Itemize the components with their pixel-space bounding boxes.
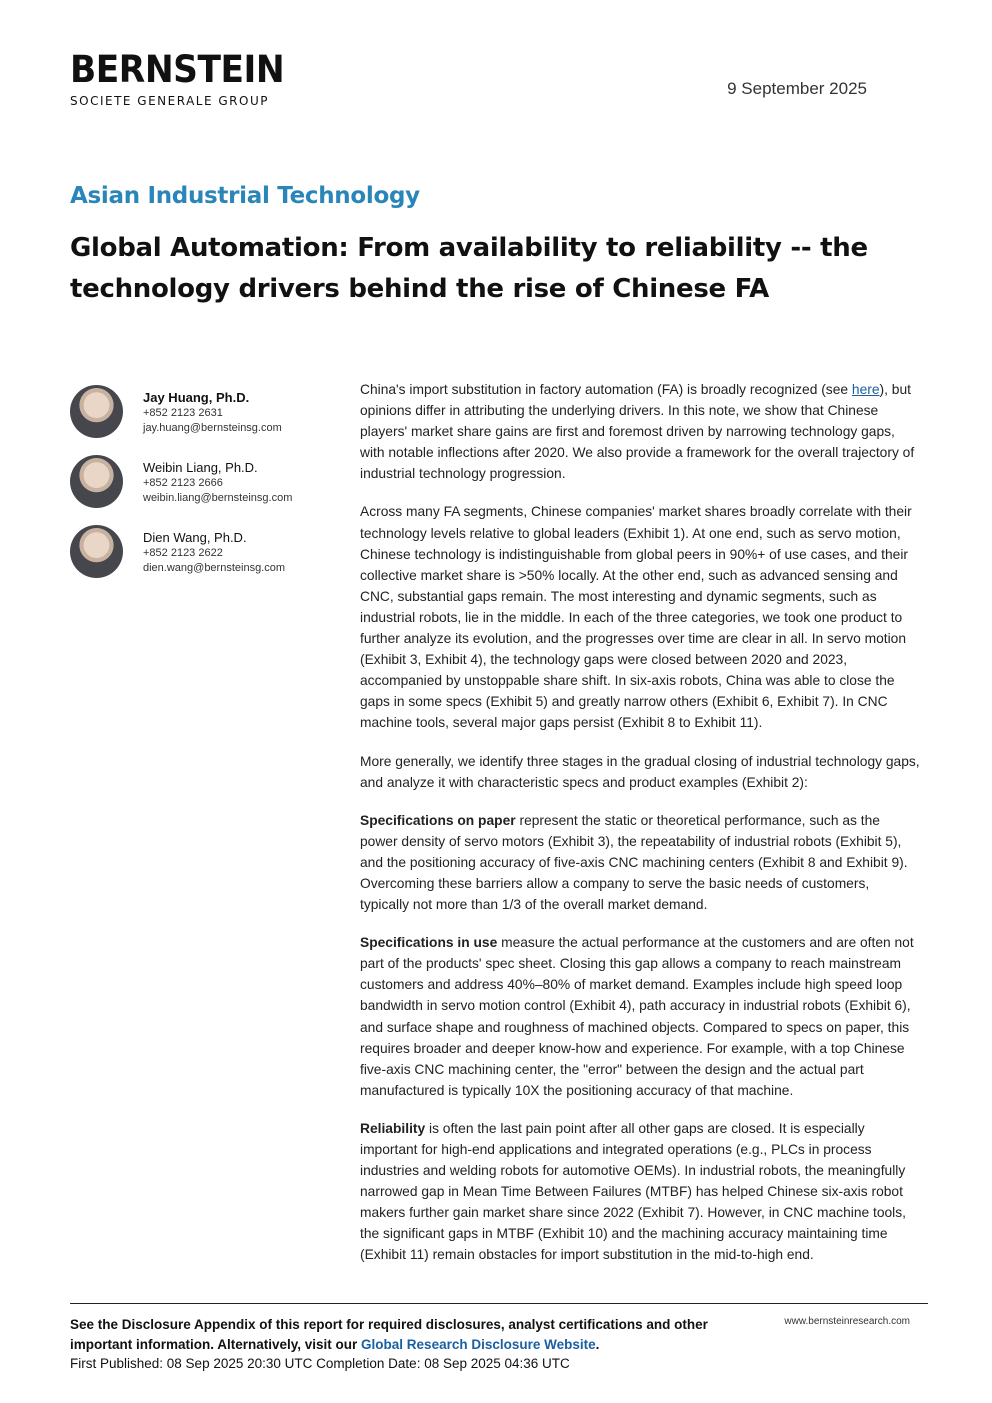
- analyst-name: Dien Wang, Ph.D.: [143, 530, 247, 545]
- report-title-line-2: technology drivers behind the rise of Chinese FA: [70, 274, 769, 304]
- analyst-card: [70, 385, 330, 455]
- paragraph-text: China's import substitution in factory automation (FA) is broadly recognized (see: [360, 382, 852, 397]
- paragraph-stages: More generally, we identify three stages in the gradual closing of industrial technology gaps, and analyze it with characteristic specs and product examples (Exhibit 2):: [360, 753, 920, 790]
- analyst-email[interactable]: weibin.liang@bernsteinsg.com: [143, 492, 293, 504]
- bernstein-logo: [70, 50, 300, 108]
- paragraph-heading: Specifications on paper: [360, 812, 516, 828]
- analyst-phone: +852 2123 2622: [143, 547, 223, 559]
- analyst-photo: [70, 525, 123, 578]
- analyst-email[interactable]: jay.huang@bernsteinsg.com: [143, 422, 282, 434]
- footer-disclosure: [70, 1315, 760, 1374]
- report-date: 9 September 2025: [727, 79, 867, 98]
- analyst-card: [70, 525, 330, 595]
- paragraph-heading: Specifications in use: [360, 935, 498, 951]
- footer-divider: [70, 1303, 928, 1304]
- publication-dates: First Published: 08 Sep 2025 20:30 UTC Completion Date: 08 Sep 2025 04:36 UTC: [70, 1356, 570, 1371]
- analyst-card: [70, 455, 330, 525]
- section-title: Asian Industrial Technology: [70, 183, 420, 209]
- analyst-photo: [70, 455, 123, 508]
- paragraph-reliability: [360, 1118, 920, 1266]
- disclosure-website-link[interactable]: Global Research Disclosure Website: [361, 1336, 596, 1352]
- paragraph-intro: [360, 379, 920, 484]
- paragraph-specs-in-use: [360, 932, 920, 1101]
- paragraph-segments: Across many FA segments, Chinese companies' market shares broadly correlate with their technology levels relative to global leaders (Exhibit 1). At one end, such as servo motion, Chinese technology is indistinguishable from global peers in 90%+ of use cases, and their collective market share is >50% locally. At the other end, such as advanced sensing and CNC, substantial gaps remain. The most interesting and dynamic segments, such as industrial robots, lie in the middle. In each of the three categories, we took one product to further analyze its evolution, and the progresses over time are clear in all. In servo motion (Exhibit 3, Exhibit 4), the technology gaps were closed between 2020 and 2023, accompanied by unstoppable share shift. In six-axis robots, China was able to close the gaps in some specs (Exhibit 5) and greatly narrow others (Exhibit 6, Exhibit 7). In CNC machine tools, several major gaps persist (Exhibit 8 to Exhibit 11).: [360, 504, 912, 731]
- report-body: [360, 379, 920, 1283]
- logo-subtitle: SOCIETE GENERALE GROUP: [70, 94, 269, 108]
- footer-url[interactable]: www.bernsteinresearch.com: [784, 1316, 910, 1327]
- analyst-photo: [70, 385, 123, 438]
- report-title: [70, 228, 870, 310]
- analyst-phone: +852 2123 2631: [143, 407, 223, 419]
- analyst-name: Jay Huang, Ph.D.: [143, 390, 250, 405]
- analyst-list: [70, 385, 330, 595]
- paragraph-text: measure the actual performance at the customers and are often not part of the products' spec sheet. Closing this gap allows a company to reach mainstream customers and address 40%–80% of market demand. Examples include high speed loop bandwidth in servo motion control (Exhibit 4), path accuracy in industrial robots (Exhibit 6), and surface shape and roughness of machined objects. Compared to specs on paper, this requires broader and deeper know-how and experience. For example, with a top Chinese five-axis CNC machining center, the "error" between the design and the actual part manufactured is typically 10X the positioning accuracy of that machine.: [360, 935, 914, 1098]
- paragraph-heading: Reliability: [360, 1120, 426, 1136]
- paragraph-text: ), but opinions differ in attributing the underlying drivers. In this note, we show that Chinese players' market share gains are first and foremost driven by narrowing technology gaps, with notable inflections after 2020. We also provide a framework for the overall trajectory of industrial technology progression.: [360, 382, 915, 482]
- report-title-line-1: Global Automation: From availability to reliability -- the: [70, 233, 868, 263]
- paragraph-specs-on-paper: [360, 810, 920, 915]
- paragraph-text: is often the last pain point after all other gaps are closed. It is especially important for high-end applications and integrated operations (e.g., PLCs in process industries and welding robots for automotive OEMs). In industrial robots, the meaningfully narrowed gap in Mean Time Between Failures (MTBF) has helped Chinese six-axis robot makers further gain market share since 2022 (Exhibit 7). However, in CNC machine tools, the significant gaps in MTBF (Exhibit 10) and the machining accuracy maintaining time (Exhibit 11) remain obstacles for import substitution in the mid-to-high end.: [360, 1120, 906, 1263]
- disclosure-period: .: [595, 1336, 600, 1352]
- analyst-name: Weibin Liang, Ph.D.: [143, 460, 258, 475]
- here-link[interactable]: here: [851, 382, 880, 397]
- analyst-phone: +852 2123 2666: [143, 477, 223, 489]
- paragraph-text: represent the static or theoretical performance, such as the power density of servo motors (Exhibit 3), the repeatability of industrial robots (Exhibit 5), and the positioning accuracy of five-axis CNC machining centers (Exhibit 8 and Exhibit 9). Overcoming these barriers allow a company to serve the basic needs of customers, typically not more than 1/3 of the overall market demand.: [360, 812, 908, 913]
- disclosure-text: See the Disclosure Appendix of this report for required disclosures, analyst certifications and other important information. Alternatively, visit our: [70, 1317, 708, 1352]
- analyst-email[interactable]: dien.wang@bernsteinsg.com: [143, 562, 286, 574]
- logo-name: BERNSTEIN: [70, 48, 285, 91]
